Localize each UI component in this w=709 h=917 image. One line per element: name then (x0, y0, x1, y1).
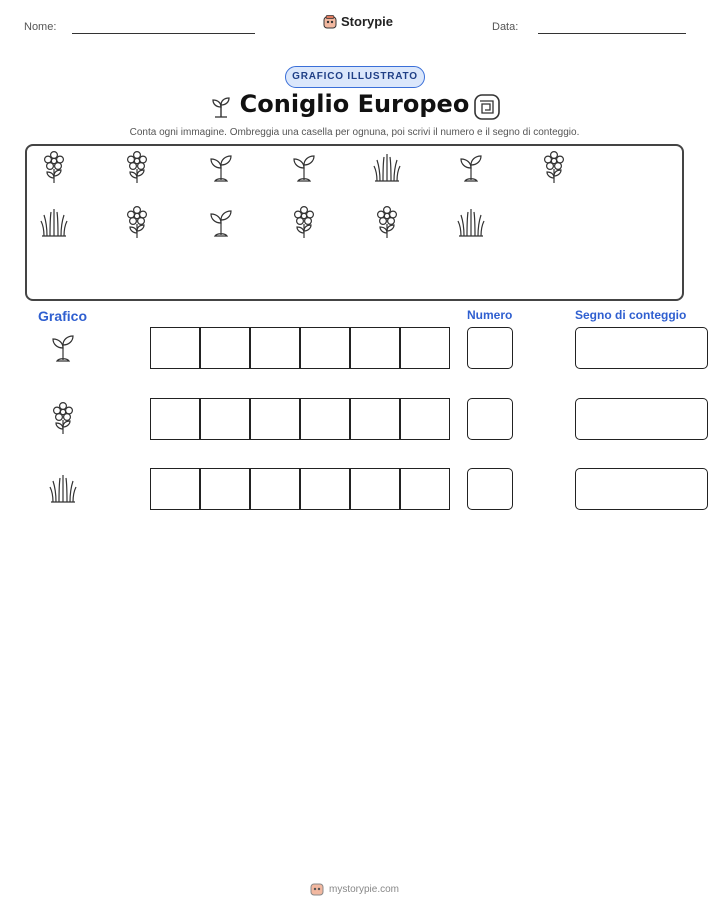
sprout-icon (49, 330, 77, 364)
worksheet-type-badge: GRAFICO ILLUSTRATO (285, 66, 425, 88)
flower-icon (290, 205, 318, 239)
storypie-mascot-icon (323, 15, 337, 29)
footer-url: mystorypie.com (328, 883, 399, 895)
flower-icon (123, 150, 151, 184)
tally-answer-box[interactable] (575, 327, 708, 369)
grass-icon (40, 205, 68, 239)
flower-icon (373, 205, 401, 239)
grass-icon (457, 205, 485, 239)
graph-cell[interactable] (400, 327, 450, 369)
graph-cell[interactable] (150, 398, 200, 440)
tally-column-label: Segno di conteggio (575, 308, 687, 322)
graph-cell[interactable] (300, 468, 350, 510)
number-answer-box[interactable] (467, 327, 513, 369)
sprout-icon (290, 150, 318, 184)
sprout-icon (457, 150, 485, 184)
graph-cell[interactable] (250, 398, 300, 440)
graph-cell[interactable] (350, 398, 400, 440)
name-field[interactable] (72, 33, 255, 34)
date-field[interactable] (538, 33, 686, 34)
graph-cell[interactable] (300, 398, 350, 440)
graph-cell[interactable] (200, 327, 250, 369)
graph-cell[interactable] (200, 398, 250, 440)
graph-cell[interactable] (150, 327, 200, 369)
grass-icon (373, 150, 401, 184)
grass-icon (49, 471, 77, 505)
graph-cell[interactable] (200, 468, 250, 510)
graph-cell[interactable] (400, 468, 450, 510)
graph-cell[interactable] (250, 327, 300, 369)
sprout-icon (207, 150, 235, 184)
graph-cell[interactable] (350, 468, 400, 510)
tally-answer-box[interactable] (575, 398, 708, 440)
page-title: Coniglio Europeo (239, 90, 470, 118)
sprout-icon (207, 205, 235, 239)
brand-logo (323, 14, 393, 29)
graph-cell[interactable] (150, 468, 200, 510)
graph-cell[interactable] (250, 468, 300, 510)
flower-icon (540, 150, 568, 184)
storypie-mascot-icon (310, 882, 324, 896)
maze-icon (473, 93, 501, 121)
tally-answer-box[interactable] (575, 468, 708, 510)
graph-cell[interactable] (300, 327, 350, 369)
flower-icon (49, 401, 77, 435)
footer (0, 882, 709, 896)
number-answer-box[interactable] (467, 468, 513, 510)
flower-icon (123, 205, 151, 239)
number-column-label: Numero (467, 308, 513, 322)
name-label: Nome: (24, 21, 57, 33)
graph-cell[interactable] (400, 398, 450, 440)
flower-icon (40, 150, 68, 184)
graph-section-label: Grafico (38, 308, 88, 324)
instructions: Conta ogni immagine. Ombreggia una casella per ognuna, poi scrivi il numero e il segno di conteggio. (129, 127, 580, 138)
date-label: Data: (492, 21, 519, 33)
number-answer-box[interactable] (467, 398, 513, 440)
brand-name: Storypie (341, 14, 394, 29)
graph-cell[interactable] (350, 327, 400, 369)
